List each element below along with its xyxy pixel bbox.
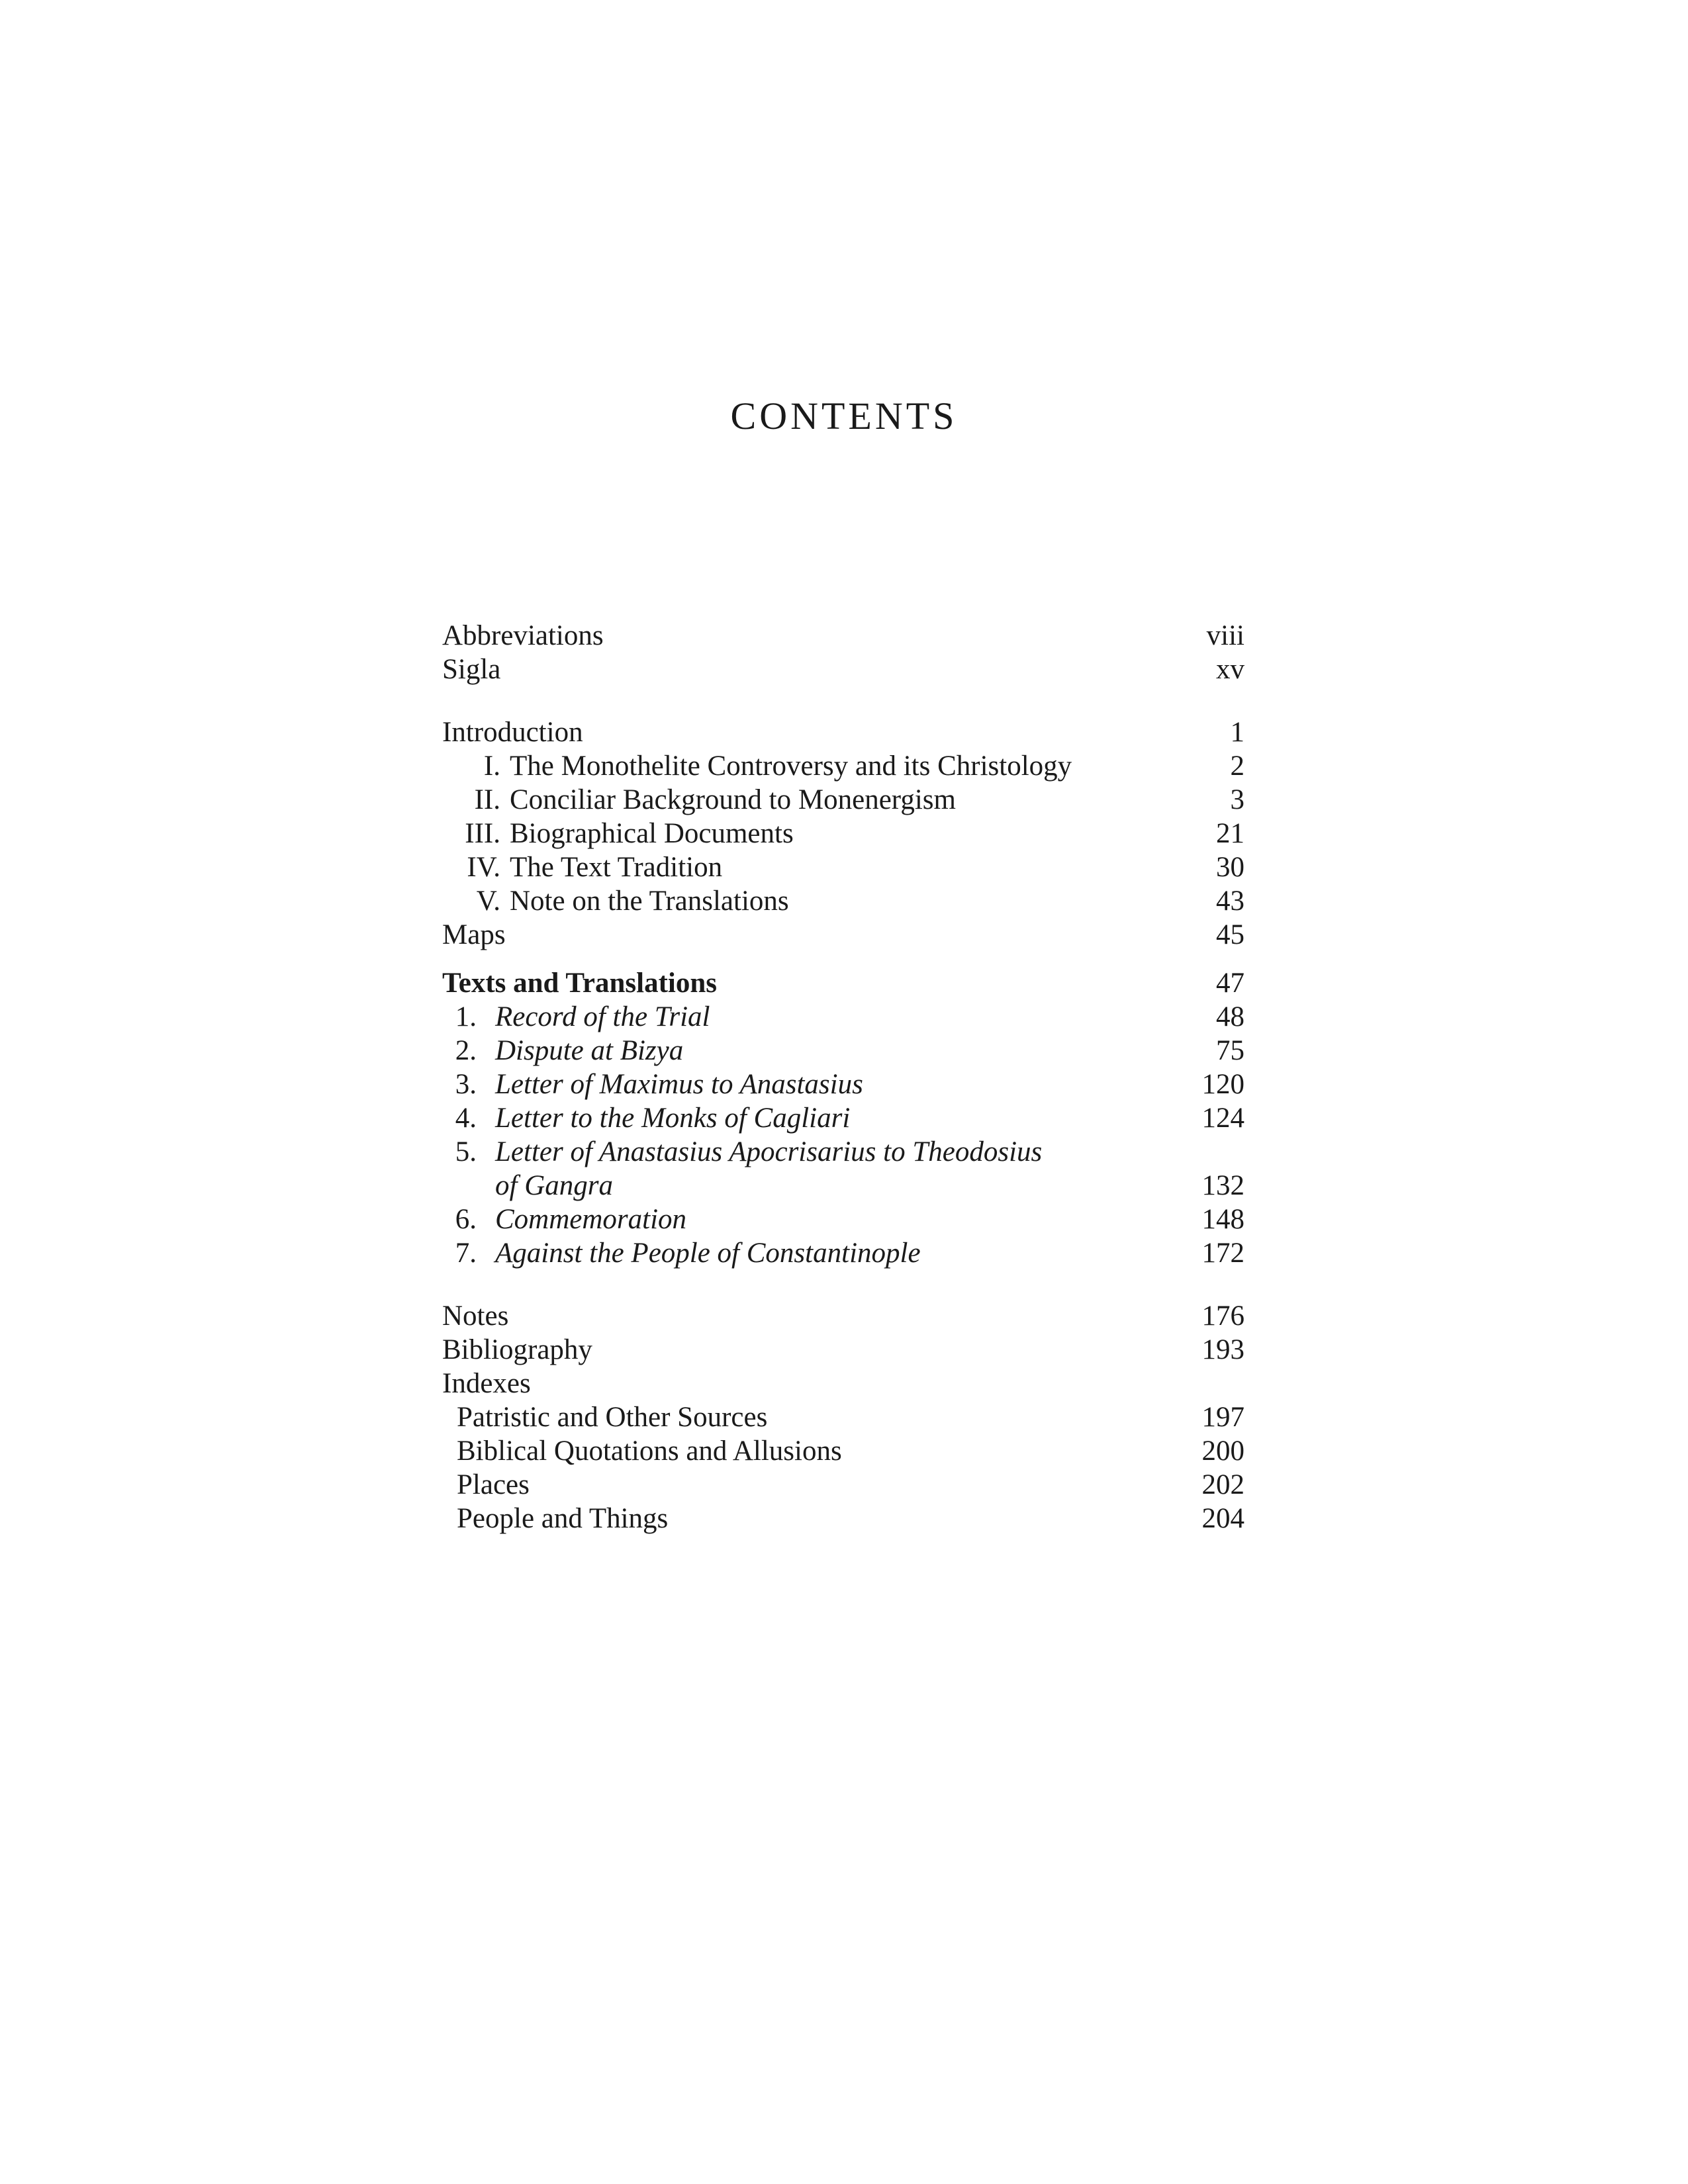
text-numeral: 3. (455, 1069, 477, 1100)
toc-entry-page: 176 (1201, 1300, 1244, 1332)
toc-entry-label: Notes (442, 1300, 509, 1332)
text-numeral: 6. (455, 1204, 477, 1235)
toc-entry-page: 21 (1216, 818, 1244, 849)
toc-entry-page: viii (1206, 620, 1244, 651)
toc-entry-label: Conciliar Background to Monenergism (510, 784, 956, 815)
toc-entry-page: xv (1216, 654, 1244, 685)
text-numeral: 4. (455, 1103, 477, 1134)
section-numeral: V. (476, 886, 500, 917)
toc-entry-maps[interactable] (442, 918, 1244, 952)
toc-entry-indexes[interactable] (442, 1367, 1244, 1400)
toc-entry-label: Bibliography (442, 1334, 592, 1365)
toc-entry-label: Letter of Maximus to Anastasius (495, 1069, 863, 1100)
toc-entry-intro-section[interactable] (442, 884, 1244, 918)
toc-entry-label: The Text Tradition (510, 852, 723, 883)
section-numeral: IV. (467, 852, 500, 883)
toc-entry-text[interactable] (442, 1101, 1244, 1135)
toc-entry-texts-and-translations[interactable] (442, 966, 1244, 1000)
toc-entry-label: Sigla (442, 654, 501, 685)
toc-entry-page: 75 (1216, 1035, 1244, 1066)
toc-entry-index[interactable] (442, 1468, 1244, 1502)
section-numeral: II. (474, 784, 500, 815)
toc-entry-page: 30 (1216, 852, 1244, 883)
section-numeral: I. (483, 751, 500, 782)
text-numeral: 7. (455, 1238, 477, 1269)
toc-entry-label: Commemoration (495, 1204, 687, 1235)
toc-entry-intro-section[interactable] (442, 749, 1244, 783)
text-numeral: 1. (455, 1001, 477, 1032)
toc-entry-page: 204 (1201, 1503, 1244, 1534)
toc-entry-label: Biblical Quotations and Allusions (457, 1435, 842, 1467)
toc-entry-text[interactable] (442, 1068, 1244, 1101)
toc-entry-text-continuation[interactable] (442, 1169, 1244, 1203)
page-title: CONTENTS (730, 394, 958, 437)
toc-entry-label: People and Things (457, 1503, 669, 1534)
text-numeral: 2. (455, 1035, 477, 1066)
toc-entry-text[interactable] (442, 1000, 1244, 1034)
toc-entry-page: 2 (1230, 751, 1244, 782)
toc-entry-label: Texts and Translations (442, 968, 718, 999)
toc-entry-index[interactable] (442, 1502, 1244, 1535)
toc-entry-intro-section[interactable] (442, 783, 1244, 817)
toc-entry-sigla[interactable] (442, 653, 1244, 686)
toc-entry-label: Record of the Trial (495, 1001, 710, 1032)
toc-entry-label: Biographical Documents (510, 818, 794, 849)
toc-entry-text[interactable] (442, 1135, 1244, 1169)
toc-entry-intro-section[interactable] (442, 817, 1244, 850)
toc-entry-label: Introduction (442, 717, 583, 748)
toc-entry-page: 172 (1201, 1238, 1244, 1269)
toc-entry-label: Places (457, 1469, 530, 1500)
toc-entry-label: Dispute at Bizya (495, 1035, 684, 1066)
toc-entry-page: 148 (1201, 1204, 1244, 1235)
toc-entry-page: 193 (1201, 1334, 1244, 1365)
toc-entry-label: Against the People of Constantinople (495, 1238, 921, 1269)
toc-entry-label: Indexes (442, 1368, 531, 1399)
toc-entry-page: 132 (1201, 1170, 1244, 1201)
toc-entry-page: 3 (1230, 784, 1244, 815)
toc-entry-page: 200 (1201, 1435, 1244, 1467)
toc-entry-page: 45 (1216, 919, 1244, 950)
toc-entry-text[interactable] (442, 1236, 1244, 1270)
toc-entry-label: Abbreviations (442, 620, 604, 651)
toc-entry-page: 48 (1216, 1001, 1244, 1032)
toc-entry-label: Patristic and Other Sources (457, 1402, 768, 1433)
toc-entry-page: 202 (1201, 1469, 1244, 1500)
toc-entry-label-continuation: of Gangra (495, 1170, 613, 1201)
toc-entry-index[interactable] (442, 1400, 1244, 1434)
toc-entry-abbreviations[interactable] (442, 619, 1244, 653)
toc-entry-index[interactable] (442, 1434, 1244, 1468)
section-numeral: III. (465, 818, 500, 849)
toc-entry-introduction[interactable] (442, 715, 1244, 749)
toc-entry-page: 120 (1201, 1069, 1244, 1100)
toc-entry-intro-section[interactable] (442, 850, 1244, 884)
text-numeral: 5. (455, 1136, 477, 1167)
toc-entry-bibliography[interactable] (442, 1333, 1244, 1367)
toc-entry-page: 124 (1201, 1103, 1244, 1134)
toc-entry-page: 197 (1201, 1402, 1244, 1433)
toc-entry-text[interactable] (442, 1203, 1244, 1236)
toc-entry-label: Note on the Translations (510, 886, 789, 917)
toc-entry-label: Letter to the Monks of Cagliari (495, 1103, 851, 1134)
toc-entry-page: 43 (1216, 886, 1244, 917)
table-of-contents (442, 619, 1244, 1535)
toc-entry-page: 1 (1230, 717, 1244, 748)
toc-entry-label: The Monothelite Controversy and its Christology (510, 751, 1072, 782)
toc-entry-label: Maps (442, 919, 506, 950)
toc-entry-label: Letter of Anastasius Apocrisarius to Theodosius (495, 1136, 1043, 1167)
toc-entry-notes[interactable] (442, 1299, 1244, 1333)
toc-entry-page: 47 (1216, 968, 1244, 999)
toc-entry-text[interactable] (442, 1034, 1244, 1068)
